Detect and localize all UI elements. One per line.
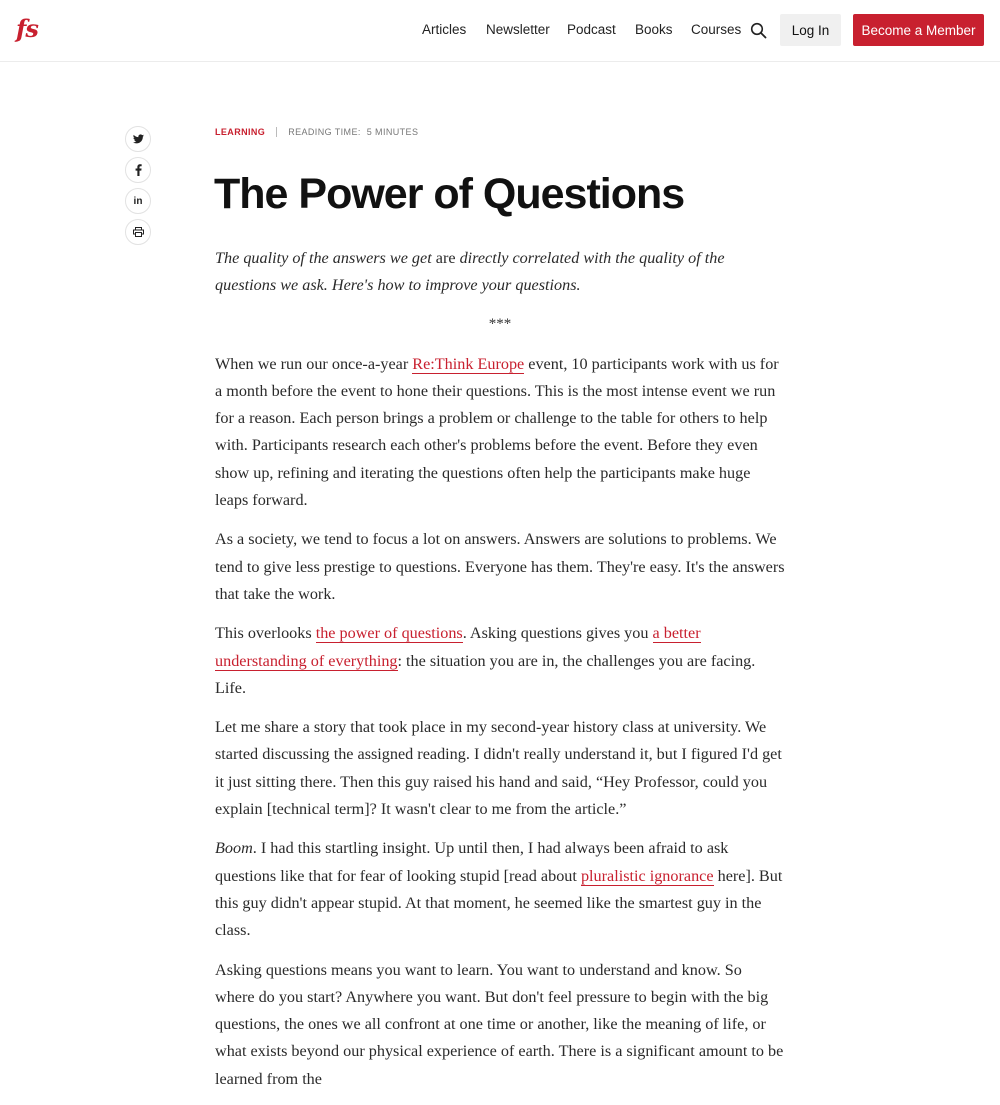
intro-part-2: are <box>431 249 460 267</box>
paragraph <box>215 351 785 515</box>
nav-courses[interactable]: Courses <box>691 22 742 37</box>
article-meta <box>215 127 418 137</box>
text: . I had this startling insight. Up until then, I had always been afraid to ask questions like that for fear of looking stupid [read about <box>215 839 729 885</box>
intro-part-3: directly correlated with the quality of the questions we ask. Here's how to improve your questions. <box>215 249 725 295</box>
paragraph: As a society, we tend to focus a lot on answers. Answers are solutions to problems. We tend to give less prestige to questions. Everyone has them. They're easy. It's the answers that take the work. <box>215 530 785 603</box>
text: This overlooks <box>215 624 316 643</box>
reading-time-label: READING TIME: <box>288 127 361 137</box>
become-member-button[interactable]: Become a Member <box>853 14 984 46</box>
paragraph: Let me share a story that took place in my second-year history class at university. We started discussing the assigned reading. I didn't really understand it, but I figured I'd get it just sitting there. Then this guy raised his hand and said, “Hey Professor, could you explain [technical term]? It wasn't clear to me from the article.” <box>215 718 782 819</box>
category-link[interactable]: LEARNING <box>215 127 266 137</box>
text: : the situation you are in, the challenges you are facing. Life. <box>215 651 756 697</box>
article-body <box>215 245 785 1105</box>
emphasis: Boom <box>215 839 253 858</box>
paragraph: Asking questions means you want to learn. You want to understand and know. So where do you start? Anywhere you want. But don't feel pressure to begin with the big questions, the ones we all confront at one time or another, like the meaning of life, or what exists beyond our physical experience of earth. There is a significant amount to be learned from the <box>215 960 784 1088</box>
nav-podcast[interactable]: Podcast <box>567 22 616 37</box>
share-twitter-button[interactable] <box>125 126 151 152</box>
share-print-button[interactable] <box>125 219 151 245</box>
text: event, 10 participants work with us for a month before the event to hone their questions. This is the most intense event we run for a reason. Each person brings a problem or challenge to the table for others to help with. Participants research each other's problems before the event. Before they even show up, refining and iterating the questions often help the participants make huge leaps forward. <box>215 354 779 510</box>
power-of-questions-link[interactable]: the power of questions <box>315 624 463 643</box>
text: here]. But this guy didn't appear stupid. At that moment, he seemed like the smartest guy in the class. <box>215 866 783 940</box>
text: . Asking questions gives you <box>462 624 653 643</box>
share-facebook-button[interactable] <box>125 157 151 183</box>
share-linkedin-button[interactable] <box>125 188 151 214</box>
twitter-icon <box>133 134 144 144</box>
site-header <box>0 0 1000 62</box>
linkedin-icon: in <box>133 195 143 207</box>
rethink-europe-link[interactable]: Re:Think Europe <box>412 354 525 373</box>
section-separator: *** <box>488 315 512 332</box>
text: When we run our once-a-year <box>215 354 413 373</box>
intro-part-1: The quality of the answers we get <box>215 249 432 267</box>
meta-divider <box>276 127 277 137</box>
search-icon[interactable] <box>750 22 767 39</box>
nav-books[interactable]: Books <box>635 22 673 37</box>
nav-articles[interactable]: Articles <box>422 22 467 37</box>
nav-newsletter[interactable]: Newsletter <box>486 22 550 37</box>
better-understanding-link[interactable]: a better understanding of everything <box>215 624 701 670</box>
article-intro <box>215 245 785 300</box>
reading-time-value: 5 MINUTES <box>366 127 419 137</box>
pluralistic-ignorance-link[interactable]: pluralistic ignorance <box>580 866 714 885</box>
site-logo[interactable]: fs <box>16 14 38 43</box>
article-title: The Power of Questions <box>214 170 685 218</box>
paragraph <box>215 620 785 702</box>
paragraph <box>215 835 785 944</box>
print-icon <box>133 227 144 237</box>
login-button[interactable]: Log In <box>780 14 841 46</box>
facebook-icon <box>135 164 142 176</box>
